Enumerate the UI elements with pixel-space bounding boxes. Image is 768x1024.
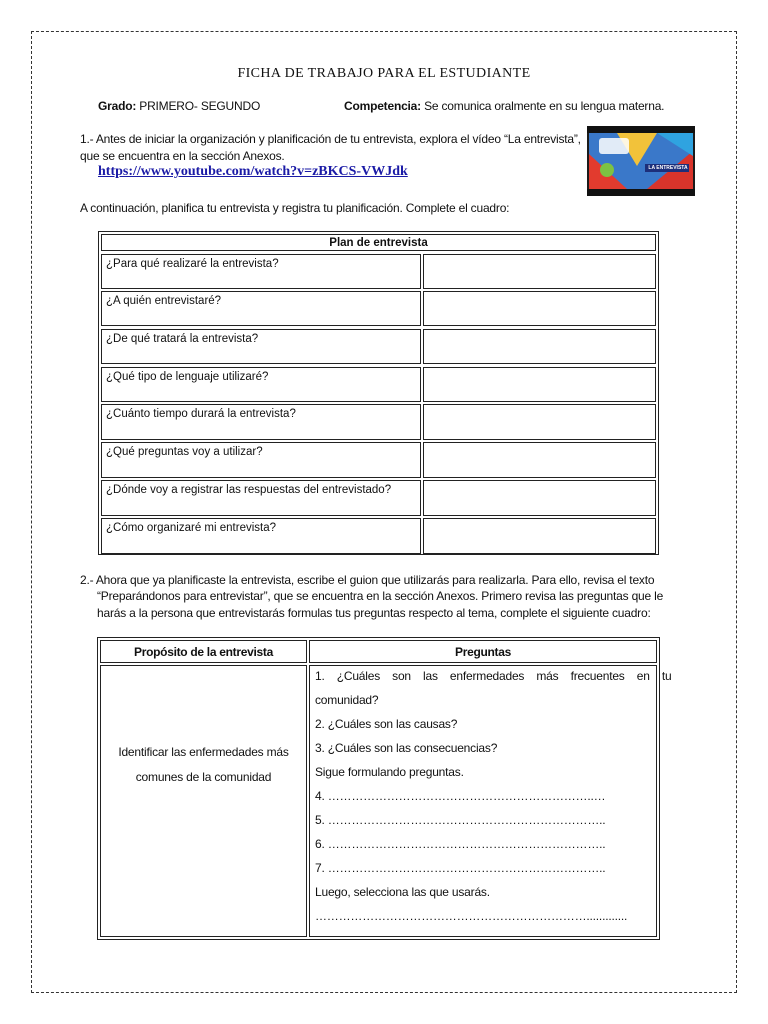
plan-question-5: ¿Cuánto tiempo durará la entrevista?	[101, 404, 421, 440]
question-5-blank[interactable]: 5. ……………………………………………………………..	[315, 813, 606, 827]
plan-question-6: ¿Qué preguntas voy a utilizar?	[101, 442, 421, 478]
plan-answer-3[interactable]	[423, 329, 656, 364]
item1-line2: que se encuentra en la sección Anexos.	[80, 149, 285, 163]
purpose-text	[101, 740, 306, 790]
plan-answer-4[interactable]	[423, 367, 656, 402]
video-link[interactable]: https://www.youtube.com/watch?v=zBKCS-VWJdk	[98, 164, 408, 179]
item2-line1: 2.- Ahora que ya planificaste la entrevista, escribe el guion que utilizarás para realizarla. Para ello, revisa el texto	[80, 573, 655, 587]
purpose-line-1: Identificar las enfermedades más	[118, 745, 289, 759]
plan-question-1: ¿Para qué realizaré la entrevista?	[101, 254, 421, 289]
video-thumbnail[interactable]	[587, 126, 695, 196]
question-7-blank[interactable]: 7. ……………………………………………………………..	[315, 861, 606, 875]
plan-question-2: ¿A quién entrevistaré?	[101, 291, 421, 326]
grado-label: Grado:	[98, 99, 137, 113]
thumbnail-caption: LA ENTREVISTA	[648, 165, 688, 171]
selection-blank[interactable]: …………………………………………………………….............	[315, 909, 628, 923]
competencia-value: Se comunica oralmente en su lengua materna.	[424, 99, 665, 113]
plan-answer-8[interactable]	[423, 518, 656, 554]
page-title: FICHA DE TRABAJO PARA EL ESTUDIANTE	[237, 66, 531, 81]
question-1b: comunidad?	[315, 693, 379, 707]
item1-line1: 1.- Antes de iniciar la organización y planificación de tu entrevista, explora el vídeo “La entrevista”,	[80, 132, 581, 146]
plan-table-header: Plan de entrevista	[101, 234, 656, 251]
competencia-row	[344, 99, 664, 113]
grado-value: PRIMERO- SEGUNDO	[139, 99, 261, 113]
plan-answer-5[interactable]	[423, 404, 656, 440]
grado-row	[98, 99, 260, 113]
purpose-line-2: comunes de la comunidad	[135, 770, 272, 784]
instruction-continue: Sigue formulando preguntas.	[315, 765, 464, 779]
plan-question-7: ¿Dónde voy a registrar las respuestas del entrevistado?	[101, 480, 421, 516]
video-thumbnail-art	[587, 126, 695, 196]
plan-answer-6[interactable]	[423, 442, 656, 478]
item2-line3: harás a la persona que entrevistarás formulas tus preguntas respecto al tema, complete el siguiente cuadro:	[97, 606, 651, 620]
plan-question-4: ¿Qué tipo de lenguaje utilizaré?	[101, 367, 421, 402]
plan-question-8: ¿Cómo organizaré mi entrevista?	[101, 518, 421, 554]
plan-answer-1[interactable]	[423, 254, 656, 289]
question-3: 3. ¿Cuáles son las consecuencias?	[315, 741, 498, 755]
instruction-text: A continuación, planifica tu entrevista y registra tu planificación. Complete el cuadro:	[80, 201, 510, 215]
plan-answer-2[interactable]	[423, 291, 656, 326]
question-4-blank[interactable]: 4. …………………………………………………………..…	[315, 789, 606, 803]
questions-header: Preguntas	[309, 640, 657, 663]
purpose-cell	[100, 665, 307, 937]
questions-table	[97, 637, 672, 940]
questions-cell[interactable]	[309, 665, 672, 937]
question-6-blank[interactable]: 6. ……………………………………………………………..	[315, 837, 606, 851]
question-1a: 1. ¿Cuáles son las enfermedades más frecuentes en tu	[315, 669, 672, 683]
competencia-label: Competencia:	[344, 99, 421, 113]
plan-question-3: ¿De qué tratará la entrevista?	[101, 329, 421, 364]
plan-answer-7[interactable]	[423, 480, 656, 516]
question-2: 2. ¿Cuáles son las causas?	[315, 717, 458, 731]
plan-table	[98, 231, 659, 555]
select-instruction: Luego, selecciona las que usarás.	[315, 885, 490, 899]
purpose-header: Propósito de la entrevista	[100, 640, 307, 663]
item2-line2: “Preparándonos para entrevistar”, que se encuentra en la sección Anexos. Primero revisa las preguntas que le	[97, 589, 664, 603]
